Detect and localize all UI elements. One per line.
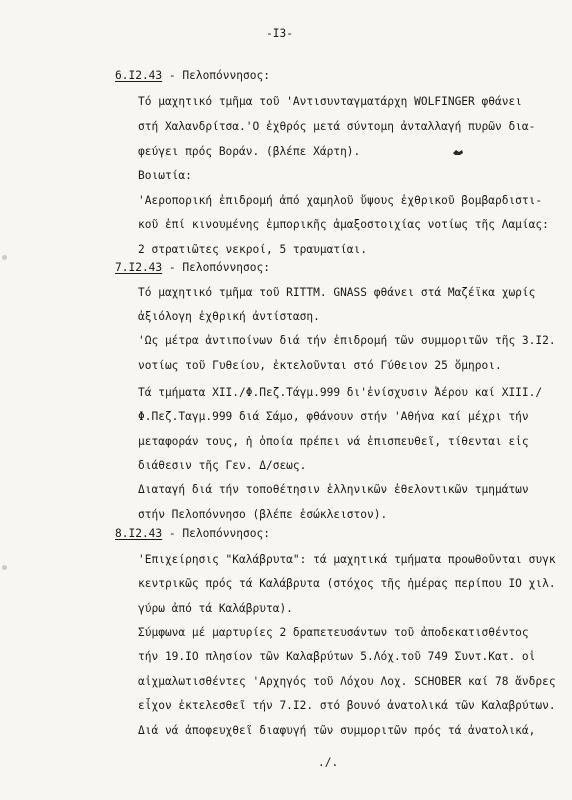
- entry-region: - Πελοπόννησος:: [162, 69, 270, 82]
- entry-date: 8.I2.43: [115, 527, 163, 540]
- text-line: Τά τμήματα XII./Φ.Πεζ.Τάγμ.999 δι'ἐνίσχυσιν Ἀέρου καί XIII./: [138, 386, 543, 399]
- text-line: Διά νά ἀποφευχθεῖ διαφυγή τῶν συμμοριτῶν πρός τά ἀνατολικά,: [138, 724, 536, 737]
- text-line: 2 στρατιῶτες νεκροί, 5 τραυματίαι.: [138, 243, 368, 256]
- text-line: 'Αεροπορική ἐπιδρομή ἀπό χαμηλοῦ ὕψους ἐχθρικοῦ βομβαρδιστι-: [138, 194, 543, 207]
- text-line: γύρω ἀπό τά Καλάβρυτα).: [138, 602, 293, 615]
- entry-region: - Πελοπόννησος:: [162, 527, 270, 540]
- page-number: -I3-: [266, 27, 293, 40]
- text-line: μεταφοράν τους, ἡ ὁποία πρέπει νά ἐπισπευθεῖ, τίθενται εἰς: [138, 435, 529, 448]
- text-line: φεύγει πρός Βοράν. (βλέπε Χάρτη).: [138, 145, 361, 158]
- text-line: νοτίως τοῦ Γυθείου, ἐκτελοῦνται στό Γύθειον 25 ὅμηροι.: [138, 359, 502, 372]
- entry-heading: [115, 261, 270, 275]
- text-line: στή Χαλανδρίτσα.'Ο ἐχθρός μετά σύντομη ἀνταλλαγή πυρῶν δια-: [138, 120, 536, 133]
- punch-hole-mark: [2, 565, 7, 570]
- text-line: ἀξιόλογη ἐχθρική ἀντίσταση.: [138, 310, 320, 323]
- text-line: στήν Πελοπόννησο (βλέπε ἐσώκλειστον).: [138, 508, 388, 521]
- entry-date: 7.I2.43: [115, 261, 163, 274]
- entry-region: - Πελοπόννησος:: [162, 261, 270, 274]
- text-line: αἰχμαλωτισθέντες 'Αρχηγός τοῦ Λόχου Λοχ. SCHOBER καί 78 ἄνδρες: [138, 675, 556, 688]
- entry-heading: [115, 69, 270, 83]
- text-line: Σύμφωνα μέ μαρτυρίες 2 δραπετευσάντων τοῦ ἀποδεκατισθέντος: [138, 626, 529, 639]
- text-line: 'Επιχείρησις "Καλάβρυτα": τά μαχητικά τμήματα προωθοῦνται συγκ: [138, 553, 556, 566]
- continuation-mark: ./.: [318, 756, 339, 769]
- text-line: εἶχον ἐκτελεσθεῖ τήν 7.I2. στό βουνό ἀνατολικά τῶν Καλαβρύτων.: [138, 699, 556, 712]
- text-line: κοῦ ἐπί κινουμένης ἐμπορικῆς ἁμαξοστοιχίας νοτίως τῆς Λαμίας:: [138, 218, 549, 231]
- text-line: κεντρικῶς πρός τά Καλάβρυτα (στόχος τῆς ἡμέρας περίπου IO χιλ.: [138, 577, 556, 590]
- text-line: 'Ως μέτρα ἀντιποίνων διά τήν ἐπιδρομή τῶν συμμοριτῶν τῆς 3.I2.: [138, 334, 556, 347]
- entry-heading: [115, 527, 270, 541]
- text-line: Βοιωτία:: [138, 169, 192, 182]
- text-line: Τό μαχητικό τμῆμα τοῦ RITTM. GNASS φθάνει στά Μαζέϊκα χωρίς: [138, 286, 536, 299]
- entry-date: 6.I2.43: [115, 69, 163, 82]
- text-line: τήν 19.IO πλησίον τῶν Καλαβρύτων 5.Λόχ.τοῦ 749 Συντ.Κατ. οἱ: [138, 650, 536, 663]
- text-line: διάθεσιν τῆς Γεν. Δ/σεως.: [138, 459, 307, 472]
- ink-blot-mark: [452, 149, 464, 156]
- text-line: Τό μαχητικό τμῆμα τοῦ 'Αντισυνταγματάρχη WOLFINGER φθάνει: [138, 95, 522, 108]
- punch-hole-mark: [2, 255, 7, 260]
- text-line: Φ.Πεζ.Ταγμ.999 διά Σάμο, φθάνουν στήν 'Αθήνα καί μέχρι τήν: [138, 410, 529, 423]
- text-line: Διαταγή διά τήν τοποθέτησιν ἑλληνικῶν ἐθελοντικῶν τμημάτων: [138, 483, 529, 496]
